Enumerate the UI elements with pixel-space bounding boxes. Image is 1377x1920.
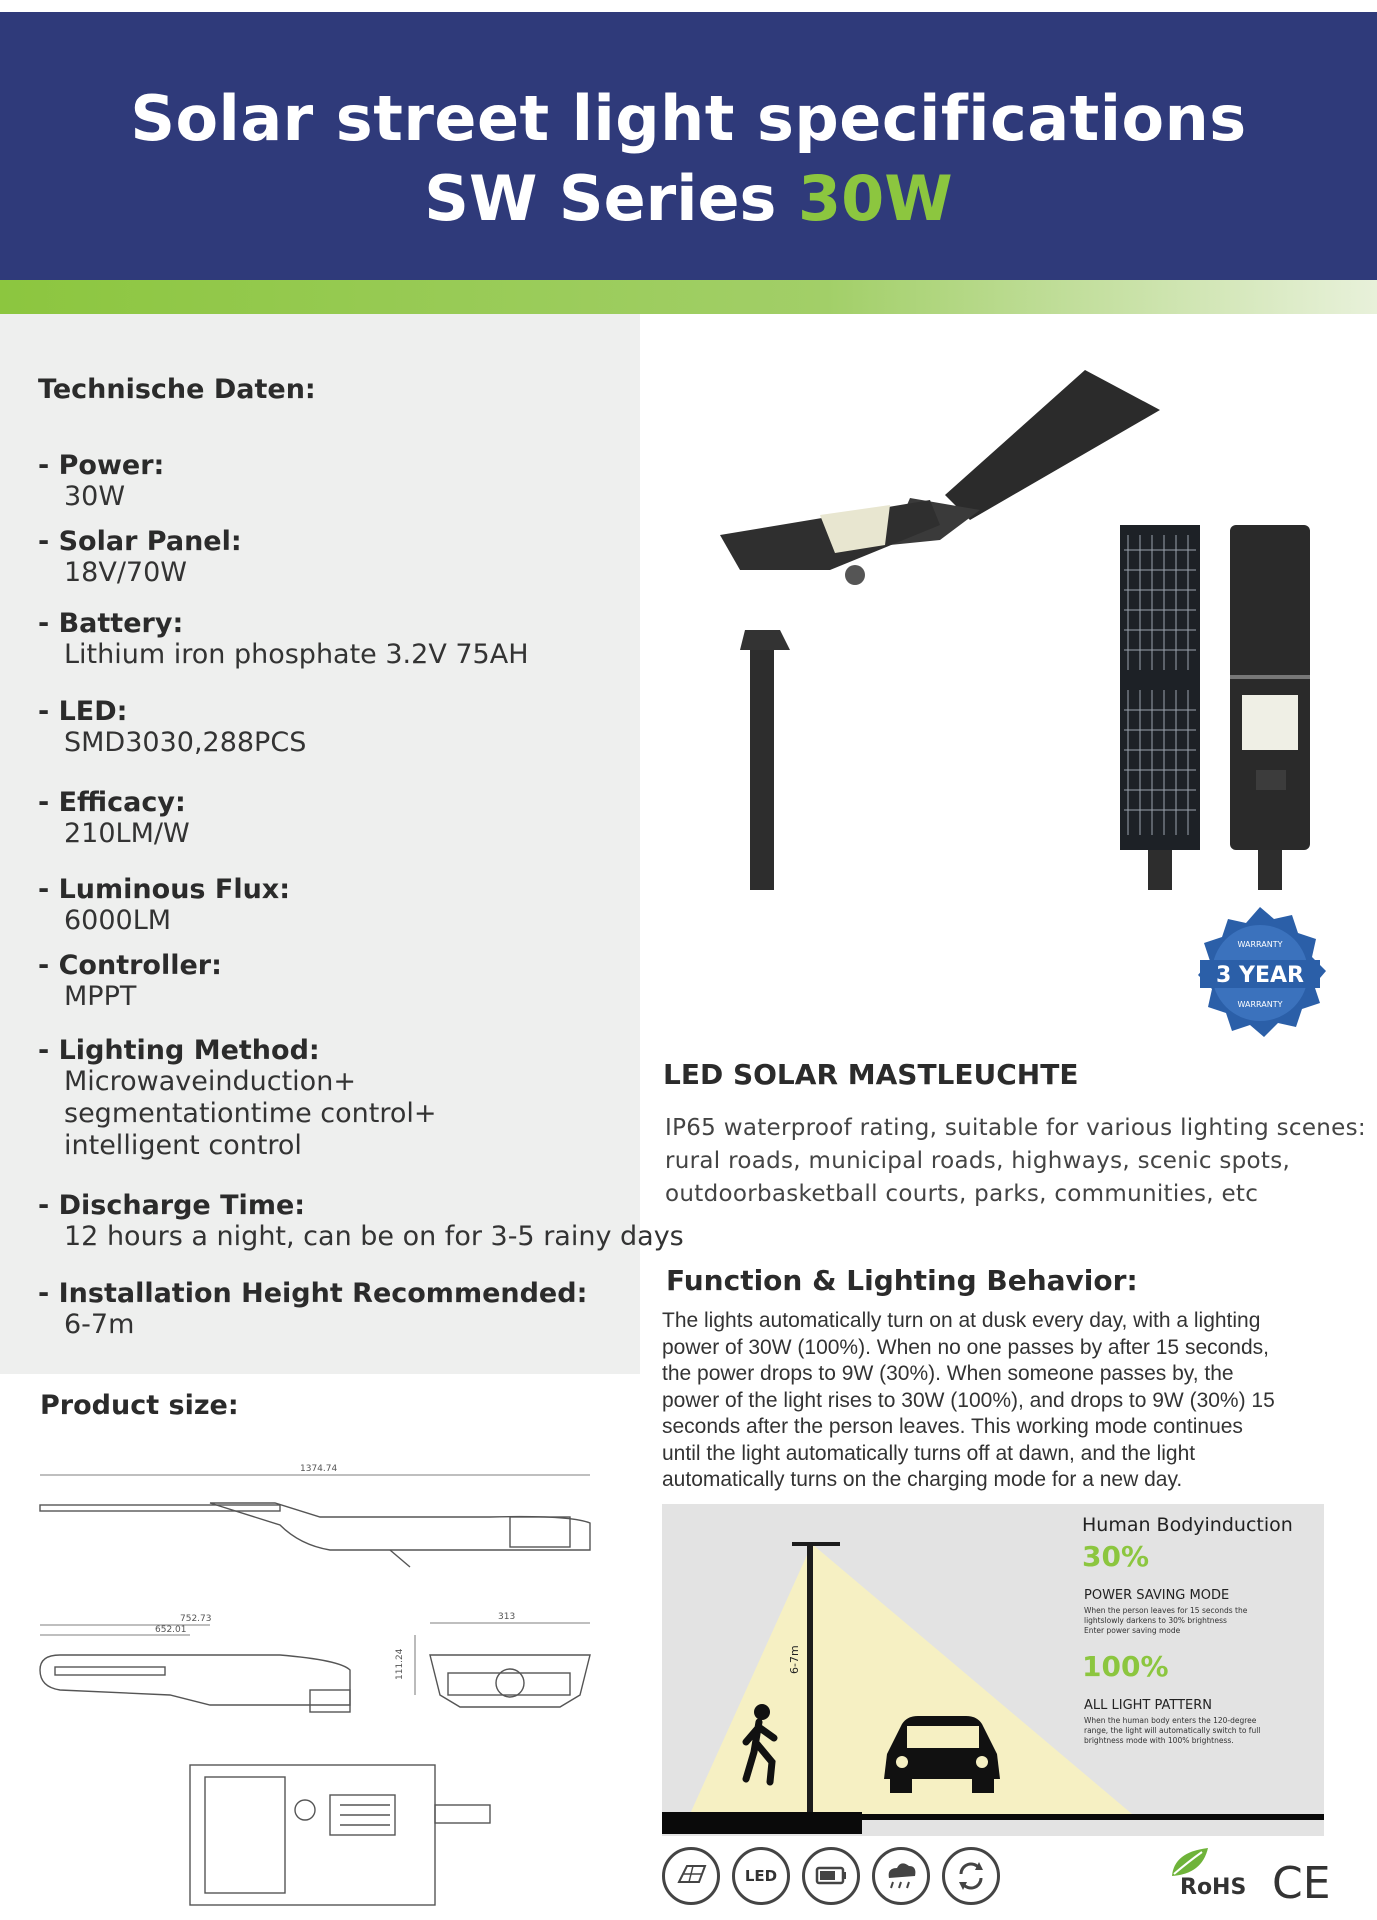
- spec-label: - Discharge Time:: [38, 1190, 306, 1221]
- mode1-description: [1084, 1606, 1284, 1636]
- pole-height-label: 6-7m: [788, 1645, 801, 1674]
- rohs-mark: RoHS: [1180, 1875, 1247, 1900]
- cycle-icon: [942, 1847, 1000, 1905]
- spec-item: [38, 1278, 587, 1341]
- function-line: automatically turns on the charging mode for a new day.: [662, 1468, 1183, 1491]
- tech-heading: Technische Daten:: [38, 374, 316, 405]
- spec-label: - Power:: [38, 450, 165, 481]
- mode2-desc-line: range, the light will automatically switch to full: [1084, 1726, 1261, 1735]
- battery-icon: [802, 1847, 860, 1905]
- function-heading: Function & Lighting Behavior:: [666, 1264, 1138, 1297]
- warranty-main: 3 YEAR: [1216, 963, 1304, 988]
- function-line: the power drops to 9W (30%). When someone passes by, the: [662, 1362, 1234, 1385]
- led-label: LED: [744, 1867, 778, 1885]
- page-title: Solar street light specifications: [130, 82, 1247, 155]
- spec-value: 6-7m: [64, 1309, 135, 1340]
- product-photo: [700, 360, 1350, 890]
- spec-value: Lithium iron phosphate 3.2V 75AH: [64, 639, 529, 670]
- green-divider: [0, 280, 1377, 314]
- spec-item: [38, 608, 529, 671]
- spec-value: 6000LM: [64, 905, 172, 936]
- description-line: outdoorbasketball courts, parks, communities, etc: [665, 1181, 1259, 1207]
- mode2-desc-line: When the human body enters the 120-degree: [1084, 1716, 1257, 1725]
- rain-cloud-icon: [872, 1847, 930, 1905]
- spec-item: [38, 950, 222, 1013]
- mode1-desc-line: lightslowly darkens to 30% brightness: [1084, 1616, 1227, 1625]
- spec-label: - Installation Height Recommended:: [38, 1278, 588, 1309]
- solar-panel-icon: [662, 1847, 720, 1905]
- dim-length: 1374.74: [300, 1464, 338, 1474]
- series-wattage: 30W: [798, 162, 953, 235]
- mode2-description: [1084, 1716, 1284, 1746]
- description-text: [665, 1112, 1366, 1211]
- warranty-bottom: WARRANTY: [1237, 1000, 1283, 1009]
- spec-item: [38, 450, 164, 513]
- spec-value: SMD3030,288PCS: [64, 727, 307, 758]
- dim-width-a: 752.73: [180, 1614, 212, 1624]
- function-line: The lights automatically turn on at dusk every day, with a lighting: [662, 1309, 1261, 1332]
- spec-value: 18V/70W: [64, 557, 187, 588]
- mode1-desc-line: Enter power saving mode: [1084, 1626, 1181, 1635]
- mode2-name: ALL LIGHT PATTERN: [1084, 1698, 1213, 1713]
- series-name: SW Series: [424, 162, 777, 235]
- function-line: seconds after the person leaves. This working mode continues: [662, 1415, 1243, 1438]
- dim-width-b: 652.01: [155, 1625, 187, 1635]
- behavior-title: Human Bodyinduction: [1082, 1514, 1293, 1536]
- warranty-badge: [1190, 905, 1330, 1045]
- spec-label: - Luminous Flux:: [38, 874, 291, 905]
- spec-label: - Efficacy:: [38, 787, 186, 818]
- spec-item: [38, 787, 190, 850]
- function-text: [662, 1308, 1275, 1494]
- spec-value: Microwaveinduction+ segmentationtime control+ intelligent control: [64, 1066, 437, 1161]
- header-banner: [0, 12, 1377, 280]
- function-line: power of the light rises to 30W (100%), and drops to 9W (30%) 15: [662, 1388, 1275, 1412]
- product-size-drawings: [30, 1455, 610, 1915]
- ce-mark: CE: [1272, 1858, 1331, 1909]
- spec-label: - Battery:: [38, 608, 184, 639]
- mode1-name: POWER SAVING MODE: [1084, 1588, 1230, 1603]
- warranty-top: WARRANTY: [1237, 940, 1283, 949]
- function-line: power of 30W (100%). When no one passes by after 15 seconds,: [662, 1335, 1270, 1359]
- spec-value: 210LM/W: [64, 818, 190, 849]
- dim-depth: 313: [498, 1612, 516, 1622]
- mode1-desc-line: When the person leaves for 15 seconds the: [1084, 1606, 1248, 1615]
- lighting-behavior-diagram: [662, 1504, 1324, 1836]
- led-icon: [732, 1847, 790, 1905]
- description-line: IP65 waterproof rating, suitable for various lighting scenes:: [665, 1115, 1366, 1141]
- product-size-heading: Product size:: [40, 1390, 239, 1421]
- mode2-desc-line: brightness mode with 100% brightness.: [1084, 1736, 1234, 1745]
- spec-label: - Solar Panel:: [38, 526, 242, 557]
- spec-label: - Lighting Method:: [38, 1035, 320, 1066]
- function-line: until the light automatically turns off at dawn, and the light: [662, 1441, 1196, 1465]
- mode1-percent: 30%: [1082, 1540, 1150, 1573]
- spec-item: [38, 874, 290, 937]
- description-line: rural roads, municipal roads, highways, scenic spots,: [665, 1148, 1291, 1174]
- spec-item: [38, 526, 242, 589]
- spec-item: [38, 1190, 684, 1253]
- lighting-scene: [662, 1504, 1324, 1836]
- spec-value: 12 hours a night, can be on for 3-5 rainy days: [64, 1221, 684, 1252]
- spec-item: [38, 696, 306, 759]
- spec-value: 30W: [64, 481, 126, 512]
- dim-height: 111.24: [395, 1648, 405, 1680]
- page-subtitle: [0, 162, 1377, 235]
- description-heading: LED SOLAR MASTLEUCHTE: [663, 1058, 1079, 1091]
- spec-value: MPPT: [64, 981, 137, 1012]
- spec-label: - LED:: [38, 696, 128, 727]
- spec-item: [38, 1035, 437, 1162]
- mode2-percent: 100%: [1082, 1650, 1169, 1683]
- spec-label: - Controller:: [38, 950, 222, 981]
